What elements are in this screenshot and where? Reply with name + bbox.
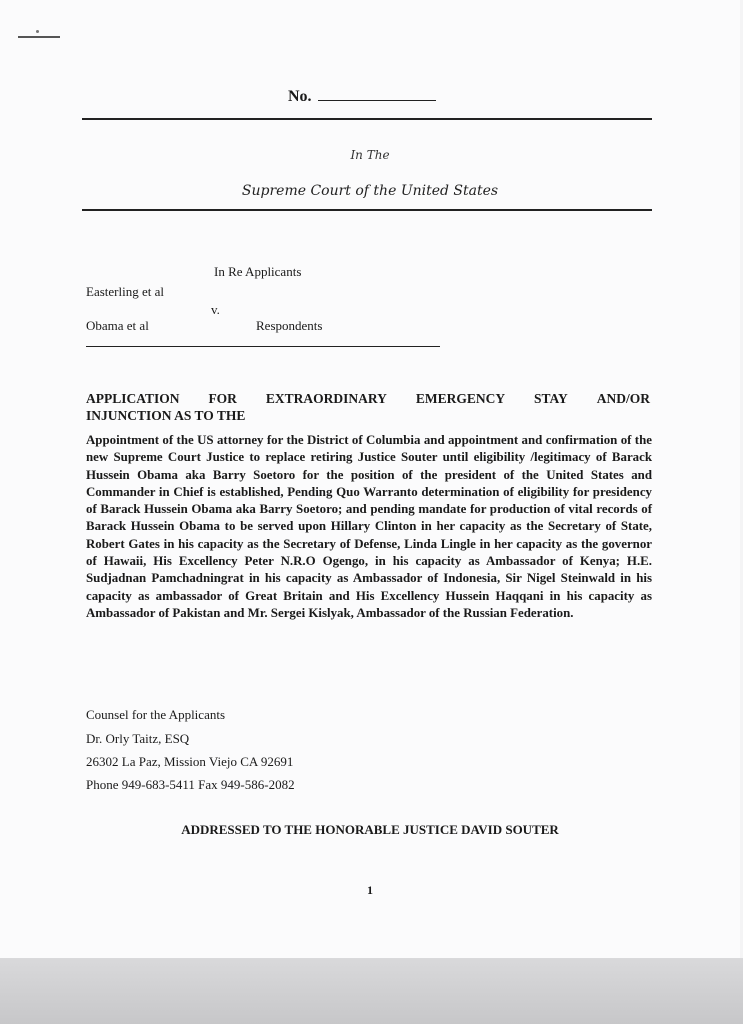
title-line-1: [86, 390, 650, 407]
title-word: EMERGENCY: [415, 391, 506, 406]
counsel-name: Dr. Orly Taitz, ESQ: [86, 731, 190, 746]
title-word: APPLICATION: [86, 391, 180, 406]
header-rule: [82, 118, 652, 120]
case-number-label: No.: [288, 88, 312, 105]
addressed-to: ADDRESSED TO THE HONORABLE JUSTICE DAVID SOUTER: [181, 822, 559, 837]
respondent-role: Respondents: [256, 318, 323, 333]
title-word: FOR: [208, 391, 237, 406]
court-name: Supreme Court of the United States: [241, 183, 499, 199]
counsel-phone: Phone 949-683-5411 Fax 949-586-2082: [86, 777, 295, 792]
counsel-address: 26302 La Paz, Mission Viejo CA 92691: [86, 754, 294, 769]
scan-bottom-shadow: [0, 958, 743, 1024]
case-number-blank: [318, 86, 436, 101]
title-word: EXTRAORDINARY: [265, 391, 387, 406]
application-title: [86, 390, 650, 424]
caption-rule: [86, 346, 440, 347]
in-re-applicants: In Re Applicants: [214, 264, 302, 279]
application-body-paragraph: Appointment of the US attorney for the District of Columbia and appointment and confirmation of the new Supreme Court Justice to replace retiring Justice Souter until eligibility /legitimacy of Barack Hussein Obama aka Barry Soetoro for the position of the president of the United States and Commander in Chief is established, Pending Quo Warranto determination of eligibility for presidency of Barack Hussein Obama aka Barry Soetoro; and pending mandate for production of vital records of Barack Hussein Obama to be served upon Hillary Clinton in her capacity as the Secretary of State, Robert Gates in his capacity as the Secretary of Defense, Linda Lingle in her capacity as the governor of Hawaii, His Excellency Peter N.R.O Ogengo, in his capacity as Ambassador of Kenya; H.E. Sudjadnan Pamchadningrat in his capacity as Ambassador of Indonesia, Sir Nigel Steinwald in his capacity as ambassador of Great Britain and His Excellency Hussein Haqqani in his capacity as Ambassador of Pakistan and Mr. Sergei Kislyak, Ambassador of the Russian Federation.: [86, 433, 652, 620]
respondent-name: Obama et al: [86, 318, 149, 333]
petitioner-name: Easterling et al: [86, 284, 164, 299]
page-number: 1: [367, 883, 373, 897]
title-line-2: INJUNCTION AS TO THE: [86, 408, 246, 423]
title-word: STAY: [534, 391, 568, 406]
title-word: AND/OR: [596, 391, 650, 406]
margin-mark: [18, 36, 60, 38]
versus-label: v.: [211, 302, 220, 317]
court-rule: [82, 209, 652, 211]
in-the-line: In The: [350, 148, 390, 162]
case-number: [288, 86, 436, 106]
margin-dot: [36, 30, 39, 33]
counsel-label: Counsel for the Applicants: [86, 707, 226, 722]
